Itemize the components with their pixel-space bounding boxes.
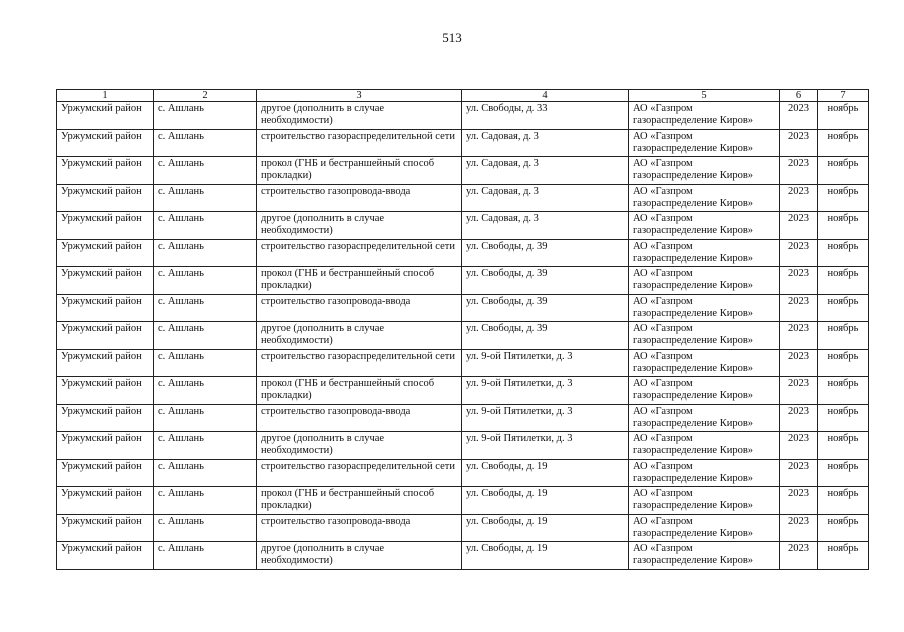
table-row bbox=[57, 514, 869, 542]
table-row bbox=[57, 432, 869, 460]
district-cell: Уржумский район bbox=[57, 377, 154, 405]
address-cell: ул. Свободы, д. 39 bbox=[462, 239, 629, 267]
work-type-cell: другое (дополнить в случае необходимости) bbox=[257, 322, 462, 350]
table-row bbox=[57, 294, 869, 322]
month-cell: ноябрь bbox=[818, 349, 869, 377]
table-row bbox=[57, 212, 869, 240]
organization-cell: АО «Газпром газораспределение Киров» bbox=[629, 267, 780, 295]
work-type-cell: другое (дополнить в случае необходимости) bbox=[257, 212, 462, 240]
month-cell: ноябрь bbox=[818, 404, 869, 432]
header-cell-3: 3 bbox=[257, 90, 462, 102]
work-type-cell: прокол (ГНБ и бестраншейный способ прокладки) bbox=[257, 377, 462, 405]
address-cell: ул. Свободы, д. 19 bbox=[462, 459, 629, 487]
month-cell: ноябрь bbox=[818, 514, 869, 542]
address-cell: ул. Садовая, д. 3 bbox=[462, 212, 629, 240]
month-cell: ноябрь bbox=[818, 459, 869, 487]
address-cell: ул. 9-ой Пятилетки, д. 3 bbox=[462, 432, 629, 460]
organization-cell: АО «Газпром газораспределение Киров» bbox=[629, 404, 780, 432]
year-cell: 2023 bbox=[780, 349, 818, 377]
year-cell: 2023 bbox=[780, 514, 818, 542]
settlement-cell: с. Ашлань bbox=[154, 377, 257, 405]
organization-cell: АО «Газпром газораспределение Киров» bbox=[629, 542, 780, 570]
work-type-cell: строительство газораспределительной сети bbox=[257, 349, 462, 377]
address-cell: ул. Свободы, д. 33 bbox=[462, 102, 629, 130]
year-cell: 2023 bbox=[780, 432, 818, 460]
address-cell: ул. 9-ой Пятилетки, д. 3 bbox=[462, 377, 629, 405]
year-cell: 2023 bbox=[780, 102, 818, 130]
year-cell: 2023 bbox=[780, 239, 818, 267]
organization-cell: АО «Газпром газораспределение Киров» bbox=[629, 184, 780, 212]
settlement-cell: с. Ашлань bbox=[154, 349, 257, 377]
district-cell: Уржумский район bbox=[57, 212, 154, 240]
settlement-cell: с. Ашлань bbox=[154, 459, 257, 487]
table-row bbox=[57, 322, 869, 350]
district-cell: Уржумский район bbox=[57, 184, 154, 212]
settlement-cell: с. Ашлань bbox=[154, 542, 257, 570]
table-body bbox=[57, 102, 869, 570]
settlement-cell: с. Ашлань bbox=[154, 514, 257, 542]
organization-cell: АО «Газпром газораспределение Киров» bbox=[629, 129, 780, 157]
month-cell: ноябрь bbox=[818, 377, 869, 405]
month-cell: ноябрь bbox=[818, 212, 869, 240]
table-header bbox=[57, 90, 869, 102]
district-cell: Уржумский район bbox=[57, 459, 154, 487]
work-type-cell: другое (дополнить в случае необходимости) bbox=[257, 542, 462, 570]
organization-cell: АО «Газпром газораспределение Киров» bbox=[629, 514, 780, 542]
address-cell: ул. Садовая, д. 3 bbox=[462, 184, 629, 212]
organization-cell: АО «Газпром газораспределение Киров» bbox=[629, 212, 780, 240]
header-cell-7: 7 bbox=[818, 90, 869, 102]
table-row bbox=[57, 404, 869, 432]
table-row bbox=[57, 542, 869, 570]
month-cell: ноябрь bbox=[818, 129, 869, 157]
schedule-table bbox=[56, 89, 869, 570]
district-cell: Уржумский район bbox=[57, 432, 154, 460]
table-row bbox=[57, 349, 869, 377]
district-cell: Уржумский район bbox=[57, 102, 154, 130]
header-cell-6: 6 bbox=[780, 90, 818, 102]
header-cell-1: 1 bbox=[57, 90, 154, 102]
year-cell: 2023 bbox=[780, 542, 818, 570]
work-type-cell: строительство газораспределительной сети bbox=[257, 239, 462, 267]
month-cell: ноябрь bbox=[818, 102, 869, 130]
settlement-cell: с. Ашлань bbox=[154, 212, 257, 240]
settlement-cell: с. Ашлань bbox=[154, 102, 257, 130]
address-cell: ул. Садовая, д. 3 bbox=[462, 129, 629, 157]
district-cell: Уржумский район bbox=[57, 294, 154, 322]
year-cell: 2023 bbox=[780, 184, 818, 212]
work-type-cell: другое (дополнить в случае необходимости) bbox=[257, 432, 462, 460]
table-row bbox=[57, 184, 869, 212]
work-type-cell: строительство газопровода-ввода bbox=[257, 514, 462, 542]
district-cell: Уржумский район bbox=[57, 129, 154, 157]
work-type-cell: строительство газопровода-ввода bbox=[257, 404, 462, 432]
month-cell: ноябрь bbox=[818, 487, 869, 515]
settlement-cell: с. Ашлань bbox=[154, 487, 257, 515]
month-cell: ноябрь bbox=[818, 432, 869, 460]
settlement-cell: с. Ашлань bbox=[154, 432, 257, 460]
header-cell-2: 2 bbox=[154, 90, 257, 102]
organization-cell: АО «Газпром газораспределение Киров» bbox=[629, 432, 780, 460]
organization-cell: АО «Газпром газораспределение Киров» bbox=[629, 239, 780, 267]
month-cell: ноябрь bbox=[818, 267, 869, 295]
table-row bbox=[57, 377, 869, 405]
settlement-cell: с. Ашлань bbox=[154, 157, 257, 185]
header-cell-5: 5 bbox=[629, 90, 780, 102]
table-row bbox=[57, 239, 869, 267]
year-cell: 2023 bbox=[780, 322, 818, 350]
organization-cell: АО «Газпром газораспределение Киров» bbox=[629, 157, 780, 185]
district-cell: Уржумский район bbox=[57, 542, 154, 570]
month-cell: ноябрь bbox=[818, 157, 869, 185]
settlement-cell: с. Ашлань bbox=[154, 294, 257, 322]
district-cell: Уржумский район bbox=[57, 267, 154, 295]
address-cell: ул. Свободы, д. 19 bbox=[462, 542, 629, 570]
table-row bbox=[57, 102, 869, 130]
settlement-cell: с. Ашлань bbox=[154, 267, 257, 295]
year-cell: 2023 bbox=[780, 404, 818, 432]
month-cell: ноябрь bbox=[818, 542, 869, 570]
table-row bbox=[57, 267, 869, 295]
work-type-cell: другое (дополнить в случае необходимости) bbox=[257, 102, 462, 130]
month-cell: ноябрь bbox=[818, 322, 869, 350]
organization-cell: АО «Газпром газораспределение Киров» bbox=[629, 459, 780, 487]
work-type-cell: прокол (ГНБ и бестраншейный способ прокладки) bbox=[257, 487, 462, 515]
year-cell: 2023 bbox=[780, 294, 818, 322]
work-type-cell: строительство газораспределительной сети bbox=[257, 129, 462, 157]
month-cell: ноябрь bbox=[818, 184, 869, 212]
table-row bbox=[57, 157, 869, 185]
header-row bbox=[57, 90, 869, 102]
organization-cell: АО «Газпром газораспределение Киров» bbox=[629, 322, 780, 350]
table-row bbox=[57, 129, 869, 157]
address-cell: ул. 9-ой Пятилетки, д. 3 bbox=[462, 349, 629, 377]
work-type-cell: строительство газопровода-ввода bbox=[257, 184, 462, 212]
table-row bbox=[57, 487, 869, 515]
address-cell: ул. Свободы, д. 39 bbox=[462, 267, 629, 295]
address-cell: ул. Свободы, д. 19 bbox=[462, 487, 629, 515]
organization-cell: АО «Газпром газораспределение Киров» bbox=[629, 487, 780, 515]
settlement-cell: с. Ашлань bbox=[154, 322, 257, 350]
work-type-cell: строительство газопровода-ввода bbox=[257, 294, 462, 322]
address-cell: ул. Садовая, д. 3 bbox=[462, 157, 629, 185]
district-cell: Уржумский район bbox=[57, 322, 154, 350]
organization-cell: АО «Газпром газораспределение Киров» bbox=[629, 102, 780, 130]
settlement-cell: с. Ашлань bbox=[154, 184, 257, 212]
month-cell: ноябрь bbox=[818, 294, 869, 322]
year-cell: 2023 bbox=[780, 377, 818, 405]
address-cell: ул. Свободы, д. 39 bbox=[462, 322, 629, 350]
district-cell: Уржумский район bbox=[57, 487, 154, 515]
month-cell: ноябрь bbox=[818, 239, 869, 267]
district-cell: Уржумский район bbox=[57, 157, 154, 185]
year-cell: 2023 bbox=[780, 459, 818, 487]
address-cell: ул. Свободы, д. 39 bbox=[462, 294, 629, 322]
organization-cell: АО «Газпром газораспределение Киров» bbox=[629, 349, 780, 377]
year-cell: 2023 bbox=[780, 212, 818, 240]
work-type-cell: строительство газораспределительной сети bbox=[257, 459, 462, 487]
address-cell: ул. Свободы, д. 19 bbox=[462, 514, 629, 542]
table-row bbox=[57, 459, 869, 487]
work-type-cell: прокол (ГНБ и бестраншейный способ прокладки) bbox=[257, 157, 462, 185]
year-cell: 2023 bbox=[780, 157, 818, 185]
settlement-cell: с. Ашлань bbox=[154, 239, 257, 267]
work-type-cell: прокол (ГНБ и бестраншейный способ прокладки) bbox=[257, 267, 462, 295]
settlement-cell: с. Ашлань bbox=[154, 129, 257, 157]
organization-cell: АО «Газпром газораспределение Киров» bbox=[629, 294, 780, 322]
district-cell: Уржумский район bbox=[57, 404, 154, 432]
organization-cell: АО «Газпром газораспределение Киров» bbox=[629, 377, 780, 405]
settlement-cell: с. Ашлань bbox=[154, 404, 257, 432]
address-cell: ул. 9-ой Пятилетки, д. 3 bbox=[462, 404, 629, 432]
year-cell: 2023 bbox=[780, 129, 818, 157]
district-cell: Уржумский район bbox=[57, 349, 154, 377]
district-cell: Уржумский район bbox=[57, 514, 154, 542]
page-number: 513 bbox=[442, 30, 462, 45]
header-cell-4: 4 bbox=[462, 90, 629, 102]
district-cell: Уржумский район bbox=[57, 239, 154, 267]
year-cell: 2023 bbox=[780, 487, 818, 515]
year-cell: 2023 bbox=[780, 267, 818, 295]
